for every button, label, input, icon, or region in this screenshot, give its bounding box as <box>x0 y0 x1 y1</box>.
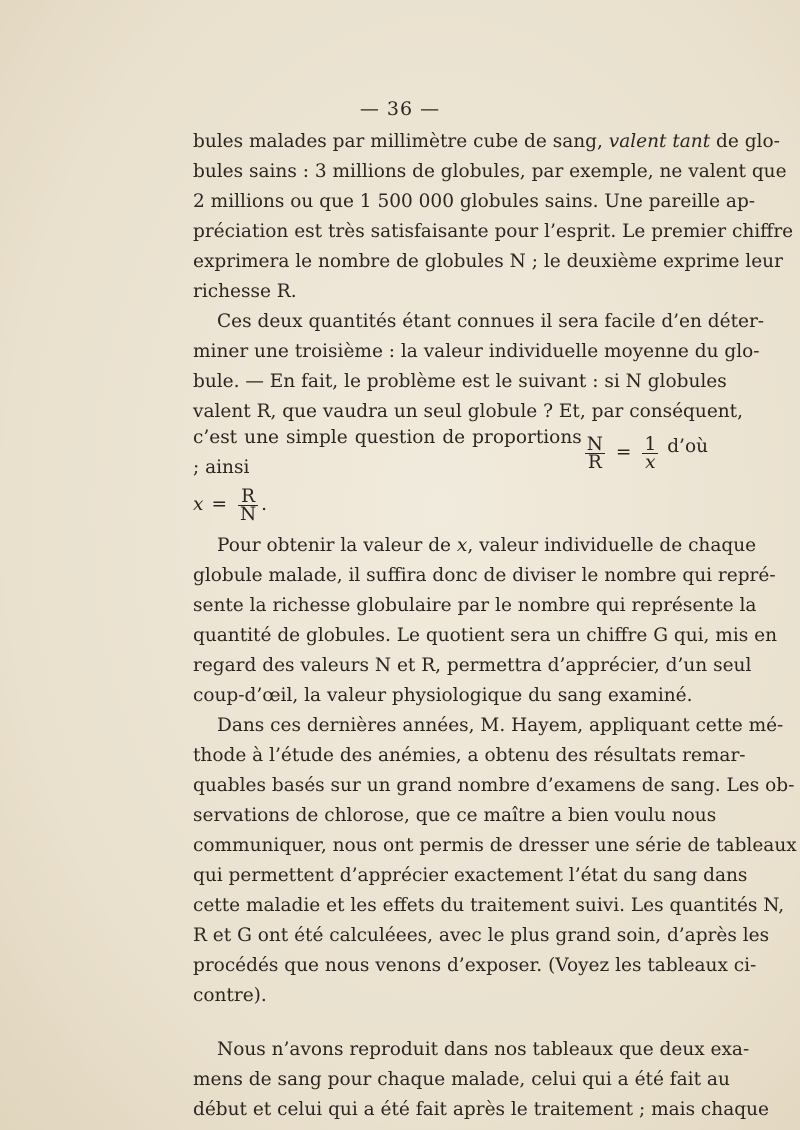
formula-prefix: c’est une simple question de proportions ; ainsi <box>193 427 582 478</box>
text-line: bule. — En fait, le problème est le suivant : si N globules <box>193 371 727 392</box>
paragraph-4 <box>193 711 797 1011</box>
fraction-r-over-n <box>238 485 258 525</box>
variable-x: x <box>193 494 204 515</box>
text-line: procédés que nous venons d’exposer. (Voyez les tableaux ci- <box>193 955 757 976</box>
text-line: Pour obtenir la valeur de x, valeur individuelle de chaque <box>217 535 757 556</box>
text-line: sente la richesse globulaire par le nombre qui représente la <box>193 595 757 616</box>
text-line: globule malade, il suffira donc de diviser le nombre qui repré- <box>193 565 776 586</box>
paragraph-3 <box>193 531 778 711</box>
text-line: coup-d’œil, la valeur physiologique du sang examiné. <box>193 685 693 706</box>
equals-sign: = <box>615 442 632 463</box>
text-line: mens de sang pour chaque malade, celui qui a été fait au <box>193 1069 730 1090</box>
fraction-numerator: N <box>586 433 603 455</box>
text-line: valent R, que vaudra un seul globule ? Et, par conséquent, <box>193 401 743 422</box>
proportion-equation <box>582 433 708 473</box>
text-line: début et celui qui a été fait après le traitement ; mais chaque <box>193 1099 769 1120</box>
text-line: Dans ces dernières années, M. Hayem, appliquant cette mé- <box>217 715 784 736</box>
fraction-numerator: R <box>238 488 258 506</box>
text-line: miner une troisième : la valeur individuelle moyenne du glo- <box>193 341 760 362</box>
result-formula-line <box>193 479 708 531</box>
text-line: exprimera le nombre de globules N ; le deuxième exprime leur <box>193 251 783 272</box>
body-text <box>193 127 797 1125</box>
fraction-denominator: R <box>587 451 602 473</box>
text-line: R et G ont été calculéees, avec le plus grand soin, d’après les <box>193 925 770 946</box>
variable-x: x <box>645 451 656 473</box>
formula-suffix: d’où <box>667 435 708 457</box>
text-line: préciation est très satisfaisante pour l’esprit. Le premier chiffre <box>193 221 794 242</box>
text-line: Ces deux quantités étant connues il sera facile d’en déter- <box>217 311 765 332</box>
text-line: contre). <box>193 985 267 1006</box>
page-number: — 36 — <box>359 98 441 120</box>
text-line: thode à l’étude des anémies, a obtenu des résultats remar- <box>193 745 746 766</box>
fraction-n-over-r <box>585 433 605 473</box>
paragraph-2 <box>193 307 765 427</box>
text-line: Nous n’avons reproduit dans nos tableaux que deux exa- <box>217 1039 750 1060</box>
fraction-1-over-x <box>642 433 658 473</box>
text-line: bules malades par millimètre cube de sang, valent tant de glo- <box>193 131 780 152</box>
text-line: quables basés sur un grand nombre d’examens de sang. Les ob- <box>193 775 795 796</box>
text-line: qui permettent d’apprécier exactement l’état du sang dans <box>193 865 748 886</box>
paragraph-5 <box>193 1035 769 1125</box>
equals-sign: = <box>211 494 227 515</box>
paragraph-1 <box>193 127 794 307</box>
fraction-denominator: N <box>239 503 257 525</box>
text-line: servations de chlorose, que ce maître a bien voulu nous <box>193 805 717 826</box>
text-line: regard des valeurs N et R, permettra d’apprécier, d’un seul <box>193 655 752 676</box>
text-line: bules sains : 3 millions de globules, par exemple, ne valent que <box>193 161 787 182</box>
fraction-denominator <box>642 451 658 473</box>
text-line: richesse R. <box>193 281 297 302</box>
fraction-numerator: 1 <box>644 433 657 455</box>
formula-period: . <box>261 494 268 515</box>
text-line: 2 millions ou que 1 500 000 globules sains. Une pareille ap- <box>193 191 756 212</box>
text-line: communiquer, nous ont permis de dresser une série de tableaux <box>193 835 797 856</box>
proportion-formula-line <box>193 427 708 479</box>
text-line: quantité de globules. Le quotient sera un chiffre G qui, mis en <box>193 625 778 646</box>
text-line: cette maladie et les effets du traitement suivi. Les quantités N, <box>193 895 785 916</box>
